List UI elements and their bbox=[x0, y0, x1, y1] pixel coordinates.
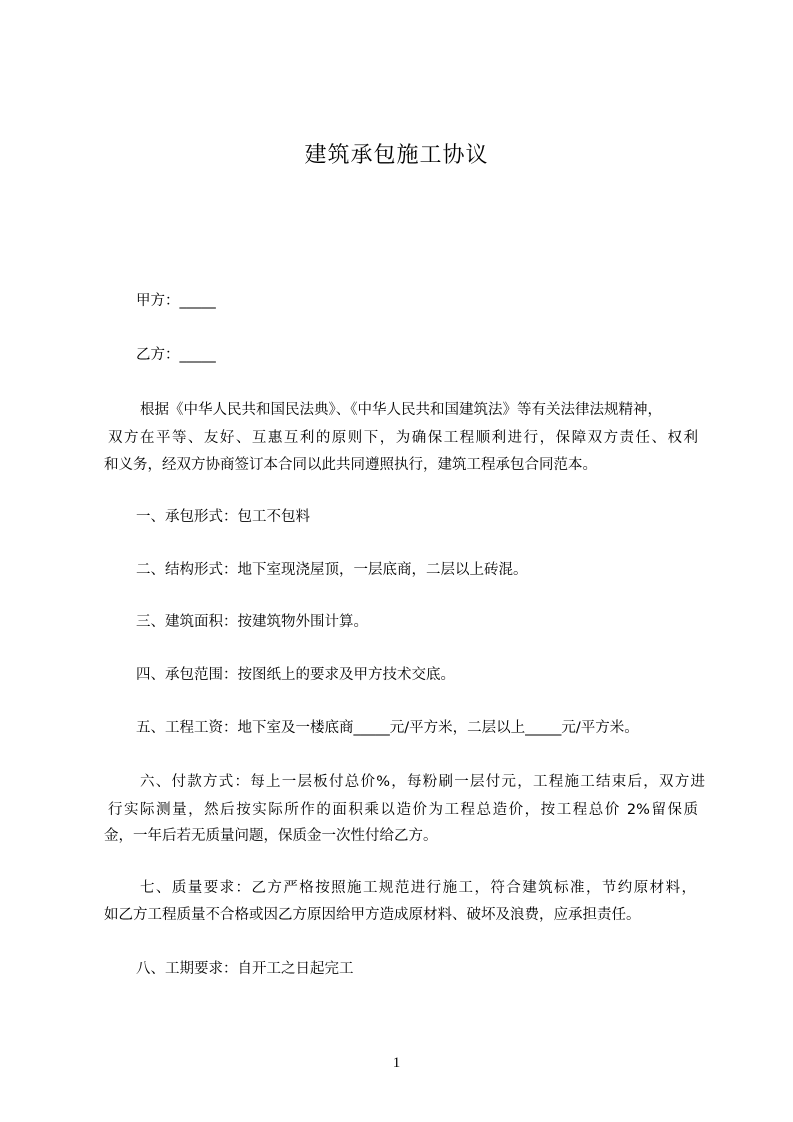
clause-1: 一、承包形式：包工不包料 bbox=[136, 509, 310, 525]
clause-6-line-1: 六、付款方式：每上一层板付总价%，每粉刷一层付元，工程施工结束后，双方进 bbox=[140, 774, 705, 790]
intro-paragraph-line-3: 和义务，经双方协商签订本合同以此共同遵照执行，建筑工程承包合同范本。 bbox=[104, 457, 597, 473]
page-number: 1 bbox=[392, 1055, 401, 1071]
clause-7-line-2: 如乙方工程质量不合格或因乙方原因给甲方造成原材料、破坏及浪费，应承担责任。 bbox=[104, 907, 641, 923]
intro-paragraph-line-2: 双方在平等、友好、互惠互利的原则下，为确保工程顺利进行，保障双方责任、权利 bbox=[108, 430, 698, 446]
party-a-line: 甲方：_____ bbox=[136, 293, 216, 309]
clause-3: 三、建筑面积：按建筑物外围计算。 bbox=[136, 614, 368, 630]
clause-8: 八、工期要求：自开工之日起完工 bbox=[136, 961, 354, 977]
clause-5: 五、工程工资：地下室及一楼底商_____元/平方米，二层以上_____元/平方米。 bbox=[136, 720, 639, 736]
party-b-line: 乙方：_____ bbox=[136, 347, 216, 363]
clause-6-line-2: 行实际测量，然后按实际所作的面积乘以造价为工程总造价，按工程总价 2%留保质 bbox=[108, 802, 698, 818]
clause-2: 二、结构形式：地下室现浇屋顶，一层底商，二层以上砖混。 bbox=[136, 562, 528, 578]
clause-7-line-1: 七、质量要求：乙方严格按照施工规范进行施工，符合建筑标准，节约原材料， bbox=[140, 880, 696, 896]
document-title: 建筑承包施工协议 bbox=[304, 143, 489, 168]
clause-6-line-3: 金，一年后若无质量问题，保质金一次性付给乙方。 bbox=[104, 828, 438, 844]
intro-paragraph-line-1: 根据《中华人民共和国民法典》、《中华人民共和国建筑法》等有关法律法规精神， bbox=[140, 402, 662, 418]
clause-4: 四、承包范围：按图纸上的要求及甲方技术交底。 bbox=[136, 667, 455, 683]
